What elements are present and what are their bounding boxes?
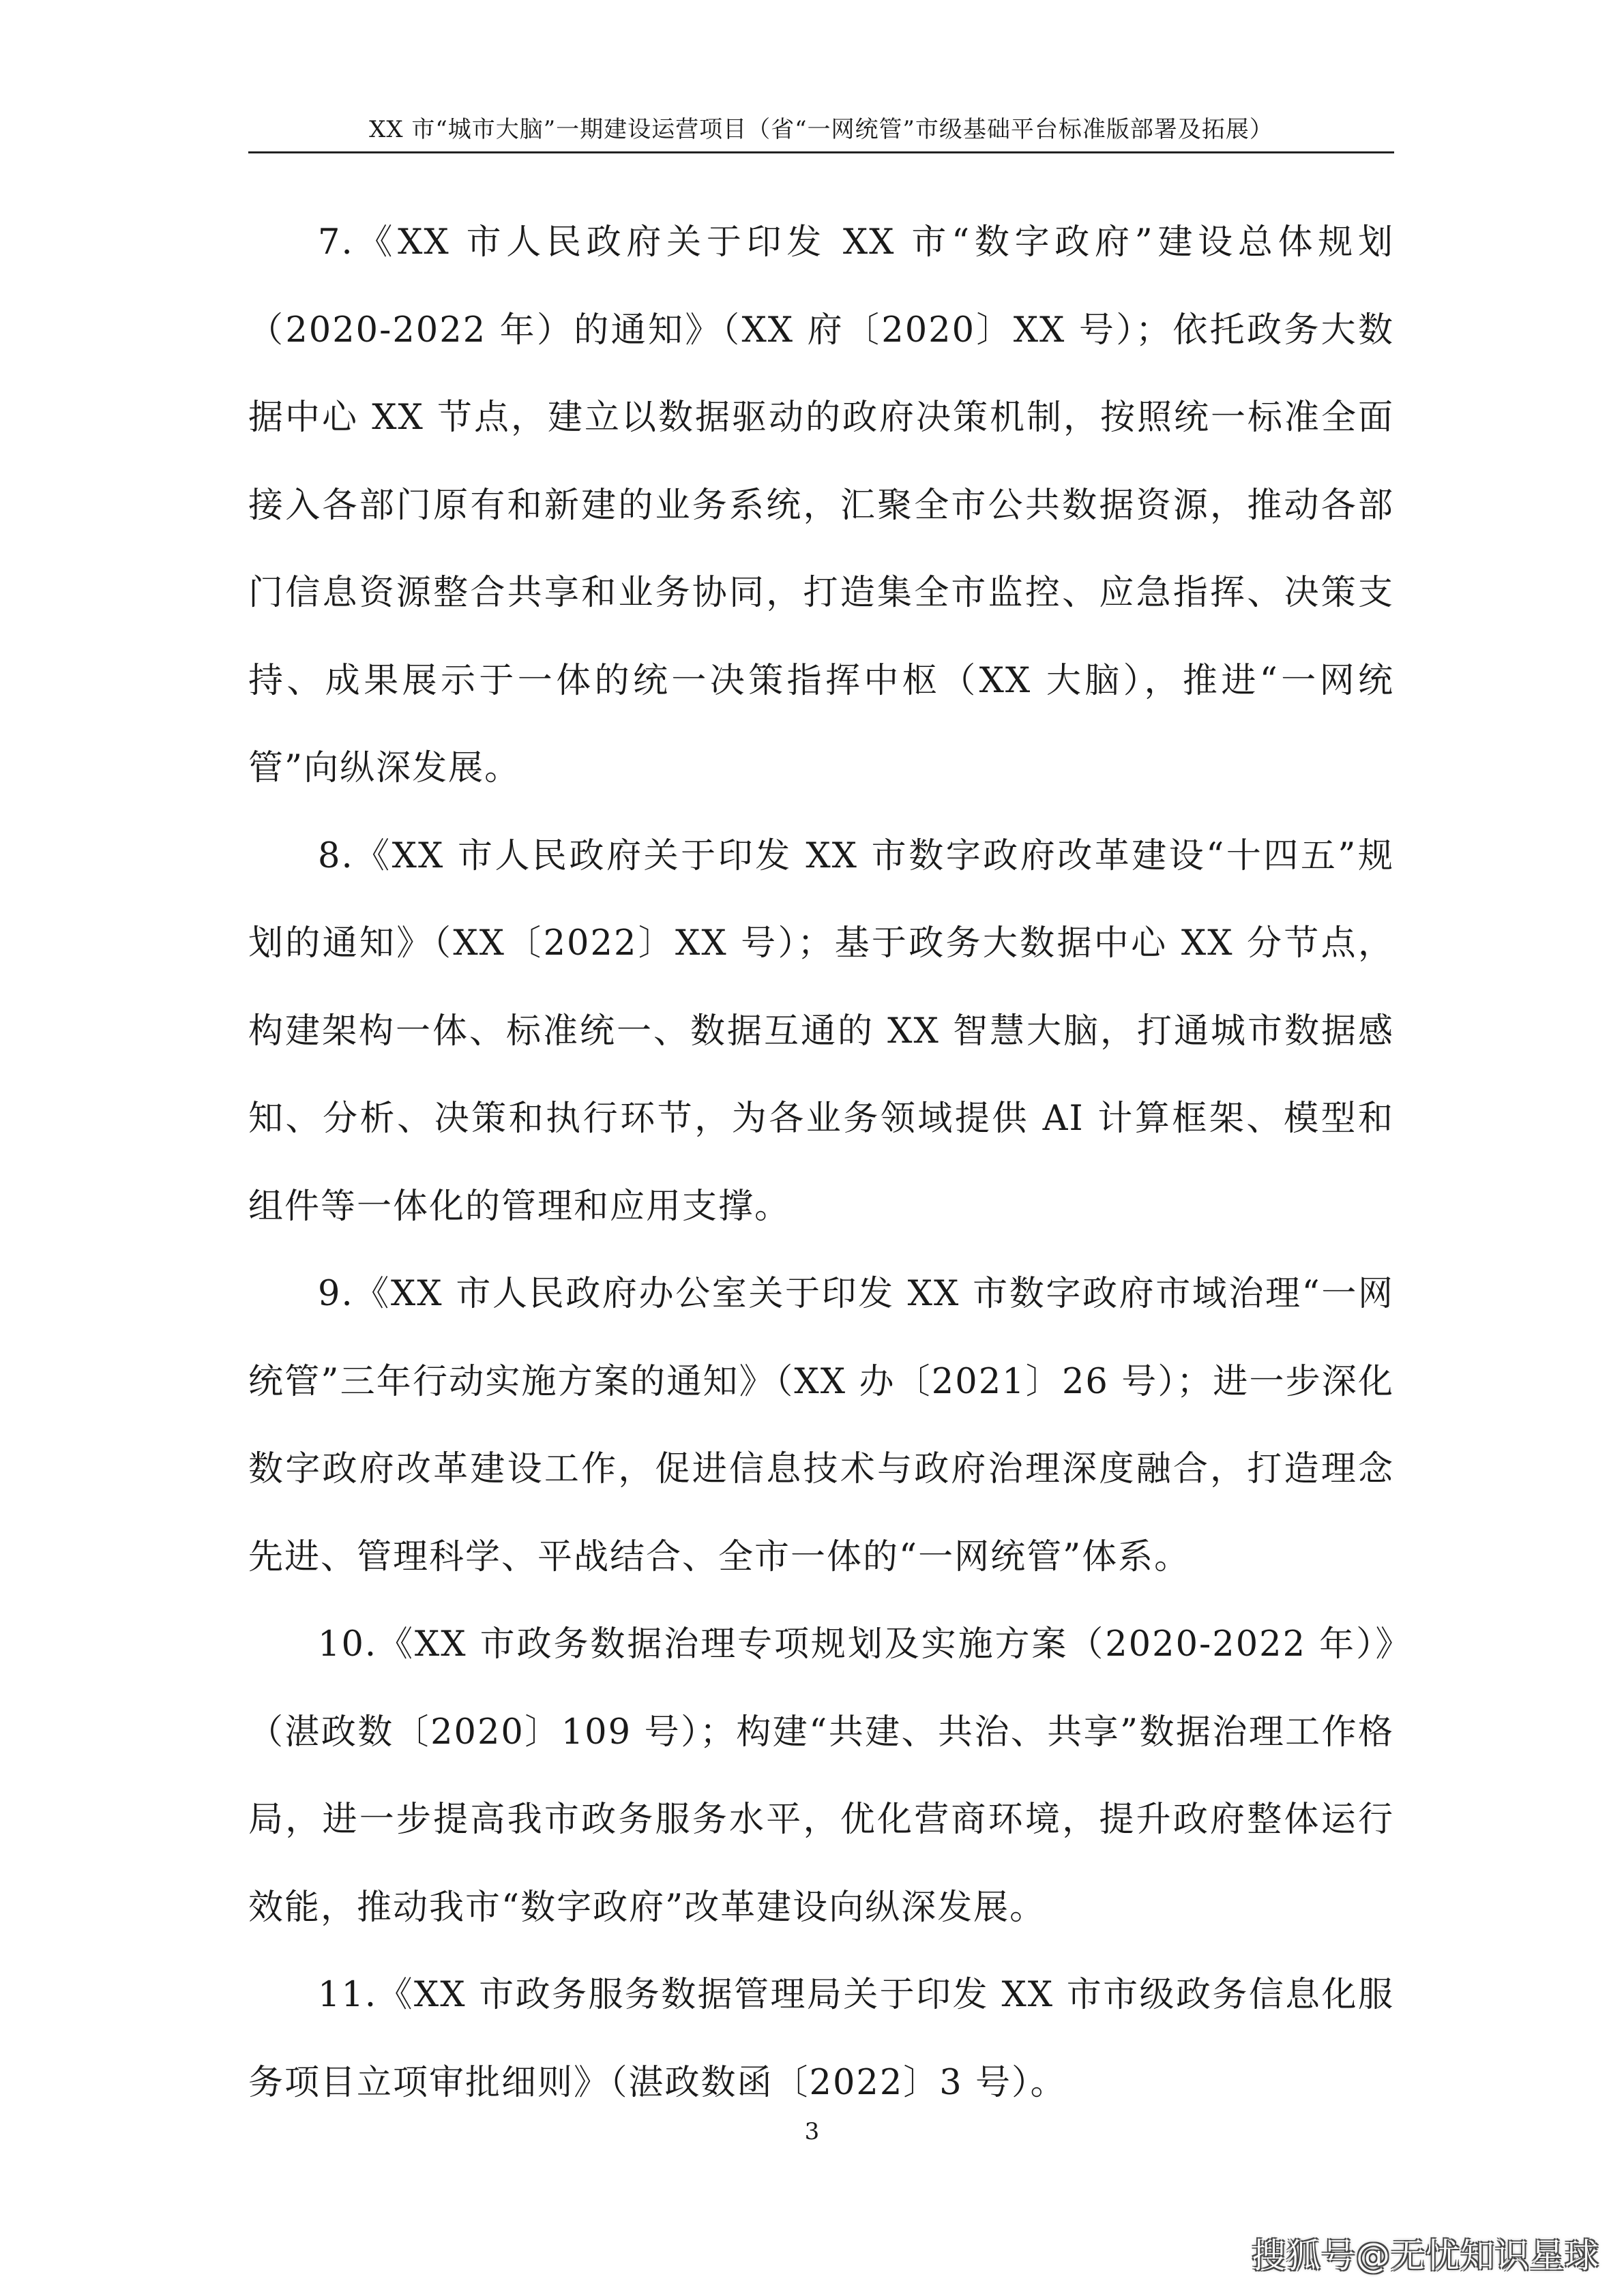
page-number: 3: [804, 2118, 820, 2145]
header-divider: [248, 151, 1394, 153]
watermark: 搜狐号@无忧知识星球: [1252, 2236, 1599, 2276]
paragraph-item-8: 8.《XX 市人民政府关于印发 XX 市数字政府改革建设“十四五”规划的通知》（XX〔2022〕XX 号）；基于政务大数据中心 XX 分节点，构建架构一体、标准统一、数据互通的 XX 智慧大脑，打通城市数据感知、分析、决策和执行环节，为各业务领域提供 AI 计算框架、模型和组件等一体化的管理和应用支撑。: [248, 835, 1394, 1227]
paragraph-item-7: 7.《XX 市人民政府关于印发 XX 市“数字政府”建设总体规划（2020-2022 年）的通知》（XX 府〔2020〕XX 号）；依托政务大数据中心 XX 节点，建立以数据驱动的政府决策机制，按照统一标准全面接入各部门原有和新建的业务系统，汇聚全市公共数据资源，推动各部门信息资源整合共享和业务协同，打造集全市监控、应急指挥、决策支持、成果展示于一体的统一决策指挥中枢（XX 大脑），推进“一网统管”向纵深发展。: [248, 222, 1394, 788]
document-body: [248, 199, 1394, 2127]
paragraph-item-9: 9.《XX 市人民政府办公室关于印发 XX 市数字政府市域治理“一网统管”三年行动实施方案的通知》（XX 办〔2021〕26 号）；进一步深化数字政府改革建设工作，促进信息技术与政府治理深度融合，打造理念先进、管理科学、平战结合、全市一体的“一网统管”体系。: [248, 1274, 1394, 1577]
page-header: XX 市“城市大脑”一期建设运营项目（省“一网统管”市级基础平台标准版部署及拓展）: [369, 116, 1273, 143]
paragraph-item-11: 11.《XX 市政务服务数据管理局关于印发 XX 市市级政务信息化服务项目立项审批细则》（湛政数函〔2022〕3 号）。: [248, 1975, 1394, 2103]
paragraph-item-10: 10.《XX 市政务数据治理专项规划及实施方案（2020-2022 年）》（湛政数〔2020〕109 号）；构建“共建、共治、共享”数据治理工作格局，进一步提高我市政务服务水平，优化营商环境，提升政府整体运行效能，推动我市“数字政府”改革建设向纵深发展。: [248, 1624, 1394, 1928]
